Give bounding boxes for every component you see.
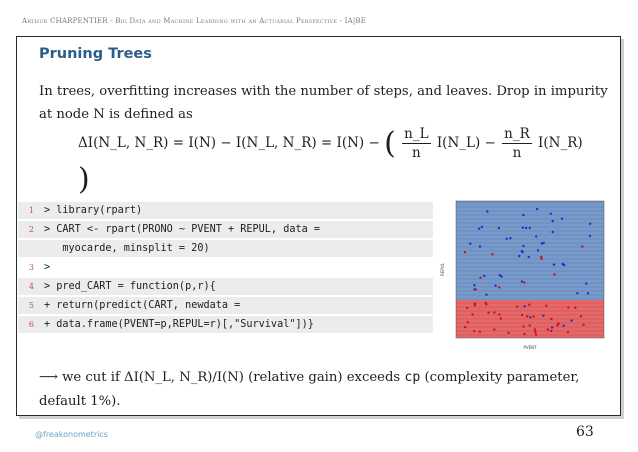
survival-point [552,231,554,233]
death-point [464,326,466,328]
death-point [521,314,523,316]
left-paren: ( [384,126,396,161]
fraction-right [502,125,532,162]
survival-point [576,292,578,294]
death-point [581,245,583,247]
survival-point [509,237,511,239]
code-line [18,259,50,276]
death-point [516,305,518,307]
survival-point [537,249,539,251]
impurity-formula [78,125,598,197]
intro-text: In trees, overfitting increases with the number of steps, and leaves. Drop in impurity at node N is defined as [39,84,608,122]
conclusion-part2: (complexity parameter, default 1%). [39,370,580,409]
survival-point [587,292,589,294]
frac1-numerator: n_L [404,126,429,142]
death-point [474,304,476,306]
death-point [522,325,524,327]
survival-point [589,235,591,237]
survival-point [563,325,565,327]
survival-point [521,250,523,252]
survival-point [469,243,471,245]
survival-point [525,227,527,229]
conclusion-text [39,366,599,414]
slide-title: Pruning Trees [39,46,152,62]
code-text: myocarde, minsplit = 20) [44,243,210,254]
survival-point [521,280,523,282]
survival-point [494,285,496,287]
death-point [526,315,528,317]
survival-point [498,227,500,229]
code-line [18,278,433,295]
code-line [18,221,433,238]
survival-point [524,305,526,307]
death-point [498,313,500,315]
death-point [523,281,525,283]
death-point [500,317,502,319]
survival-point [561,218,563,220]
death-point [528,304,530,306]
death-point [580,315,582,317]
death-point [498,286,500,288]
death-point [547,328,549,330]
frac2-denominator: n [512,145,522,161]
code-text: > library(rpart) [44,205,143,216]
survival-point [522,214,524,216]
survival-point [522,227,524,229]
death-point [467,321,469,323]
death-point [550,318,552,320]
death-point [574,307,576,309]
survival-point [528,256,530,258]
code-text: > CART <- rpart(PRONO ~ PVENT + REPUL, data = [44,224,321,235]
code-text: > pred_CART = function(p,r){ [44,281,216,292]
death-point [487,312,489,314]
x-axis-label: PVENT [523,345,537,350]
death-point [507,332,509,334]
death-point [582,324,584,326]
cp-code: cp [404,370,421,385]
death-point [540,258,542,260]
death-point [534,328,536,330]
survival-point [483,275,485,277]
survival-point [522,245,524,247]
line-number: 2 [28,225,34,234]
death-point [553,273,555,275]
survival-point [518,255,520,257]
death-point [545,305,547,307]
survival-point [478,228,480,230]
survival-point [499,274,501,276]
code-line [18,240,433,257]
survival-point [535,235,537,237]
line-number: 4 [28,282,34,291]
death-point [479,277,481,279]
survival-point [529,316,531,318]
y-axis-label: REPUL [440,263,445,276]
survival-point [589,223,591,225]
survival-point [485,294,487,296]
survival-point [486,210,488,212]
page-number: 63 [576,424,594,440]
death-point [485,302,487,304]
survival-point [550,213,552,215]
survival-point [529,227,531,229]
code-line [18,202,433,219]
death-point [529,324,531,326]
frac1-denominator: n [411,145,421,161]
death-point [471,313,473,315]
death-point [466,307,468,309]
formula-lhs: ΔI(N_L, N_R) = I(N) − I(N_L, N_R) = I(N) − [78,135,380,151]
code-text: + data.frame(PVENT=p,REPUL=r)[,"Survival"])} [44,319,314,330]
death-point [464,251,466,253]
survival-point [552,220,554,222]
survival-point [570,319,572,321]
code-text: > [44,262,51,273]
survival-point [473,284,475,286]
line-number: 5 [28,301,34,310]
partition-plot [438,198,610,353]
line-number: 3 [28,263,34,272]
code-text: + return(predict(CART, newdata = [44,300,241,311]
code-line [18,316,433,333]
code-line [18,297,433,314]
death-point [535,334,537,336]
death-point [473,330,475,332]
conclusion-part1: ⟶ we cut if ΔI(N_L, N_R)/I(N) (relative gain) exceeds [39,370,401,385]
death-point [550,330,552,332]
survival-point [481,226,483,228]
fraction-left [402,125,430,162]
death-point [567,331,569,333]
survival-point [479,245,481,247]
right-paren: ) [78,162,90,197]
line-number: 6 [28,320,34,329]
death-point [557,322,559,324]
footer-handle[interactable]: @freakonometrics [35,430,108,439]
survival-point [553,263,555,265]
survival-point [536,208,538,210]
death-point [491,253,493,255]
survival-point [551,326,553,328]
header: Arthur CHARPENTIER - Big Data and Machine Learning with an Actuarial Perspective - IA|BE [22,17,367,25]
death-point [523,333,525,335]
survival-point [562,263,564,265]
death-point [493,328,495,330]
death-point [567,306,569,308]
formula-term1: I(N_L) − [436,135,496,151]
frac2-numerator: n_R [504,126,530,142]
survival-point [585,282,587,284]
death-point [479,331,481,333]
death-point [534,331,536,333]
death-point [493,311,495,313]
death-point [533,315,535,317]
region-death [456,300,604,338]
formula-term2: I(N_R) [538,135,583,151]
survival-point [542,242,544,244]
survival-point [542,315,544,317]
line-number: 1 [28,206,34,215]
death-point [475,288,477,290]
survival-point [506,238,508,240]
